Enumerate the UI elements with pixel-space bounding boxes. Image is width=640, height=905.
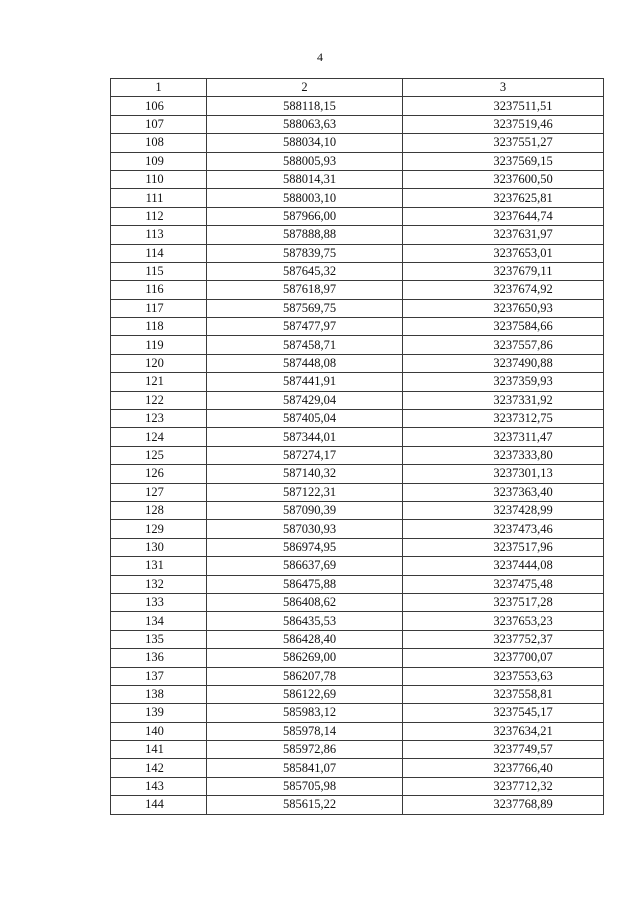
y-coordinate-cell: 3237584,66 (403, 318, 604, 336)
y-coordinate-cell: 3237490,88 (403, 354, 604, 372)
table-row (111, 777, 604, 795)
x-coordinate-cell: 585983,12 (207, 704, 403, 722)
point-number-cell: 121 (111, 373, 207, 391)
table-row (111, 410, 604, 428)
y-coordinate-cell: 3237511,51 (403, 97, 604, 115)
table-row (111, 299, 604, 317)
table-row (111, 501, 604, 519)
y-coordinate-cell: 3237312,75 (403, 410, 604, 428)
y-coordinate-cell: 3237650,93 (403, 299, 604, 317)
y-coordinate-cell: 3237551,27 (403, 134, 604, 152)
x-coordinate-cell: 588034,10 (207, 134, 403, 152)
point-number-cell: 114 (111, 244, 207, 262)
table-row (111, 428, 604, 446)
y-coordinate-cell: 3237749,57 (403, 741, 604, 759)
y-coordinate-cell: 3237363,40 (403, 483, 604, 501)
x-coordinate-cell: 587448,08 (207, 354, 403, 372)
y-coordinate-cell: 3237712,32 (403, 777, 604, 795)
table-row (111, 649, 604, 667)
x-coordinate-cell: 586428,40 (207, 630, 403, 648)
x-coordinate-cell: 585705,98 (207, 777, 403, 795)
x-coordinate-cell: 587274,17 (207, 446, 403, 464)
x-coordinate-cell: 586408,62 (207, 593, 403, 611)
x-coordinate-cell: 588063,63 (207, 115, 403, 133)
x-coordinate-cell: 587030,93 (207, 520, 403, 538)
table-row (111, 391, 604, 409)
y-coordinate-cell: 3237653,23 (403, 612, 604, 630)
y-coordinate-cell: 3237634,21 (403, 722, 604, 740)
y-coordinate-cell: 3237517,96 (403, 538, 604, 556)
point-number-cell: 118 (111, 318, 207, 336)
x-coordinate-cell: 587458,71 (207, 336, 403, 354)
y-coordinate-cell: 3237473,46 (403, 520, 604, 538)
point-number-cell: 139 (111, 704, 207, 722)
y-coordinate-cell: 3237631,97 (403, 226, 604, 244)
column-header-1: 1 (111, 79, 207, 97)
table-body (111, 97, 604, 814)
table-row (111, 741, 604, 759)
x-coordinate-cell: 585978,14 (207, 722, 403, 740)
y-coordinate-cell: 3237545,17 (403, 704, 604, 722)
point-number-cell: 131 (111, 557, 207, 575)
table-row (111, 520, 604, 538)
x-coordinate-cell: 587405,04 (207, 410, 403, 428)
y-coordinate-cell: 3237557,86 (403, 336, 604, 354)
x-coordinate-cell: 586435,53 (207, 612, 403, 630)
point-number-cell: 108 (111, 134, 207, 152)
y-coordinate-cell: 3237333,80 (403, 446, 604, 464)
y-coordinate-cell: 3237768,89 (403, 796, 604, 814)
point-number-cell: 130 (111, 538, 207, 556)
point-number-cell: 132 (111, 575, 207, 593)
y-coordinate-cell: 3237519,46 (403, 115, 604, 133)
x-coordinate-cell: 587569,75 (207, 299, 403, 317)
table-header-row (111, 79, 604, 97)
y-coordinate-cell: 3237475,48 (403, 575, 604, 593)
column-header-2: 2 (207, 79, 403, 97)
y-coordinate-cell: 3237558,81 (403, 685, 604, 703)
x-coordinate-cell: 586974,95 (207, 538, 403, 556)
x-coordinate-cell: 586637,69 (207, 557, 403, 575)
point-number-cell: 140 (111, 722, 207, 740)
y-coordinate-cell: 3237444,08 (403, 557, 604, 575)
point-number-cell: 107 (111, 115, 207, 133)
x-coordinate-cell: 587645,32 (207, 262, 403, 280)
x-coordinate-cell: 588005,93 (207, 152, 403, 170)
y-coordinate-cell: 3237766,40 (403, 759, 604, 777)
x-coordinate-cell: 586475,88 (207, 575, 403, 593)
table-row (111, 281, 604, 299)
point-number-cell: 123 (111, 410, 207, 428)
point-number-cell: 109 (111, 152, 207, 170)
table-row (111, 538, 604, 556)
x-coordinate-cell: 588014,31 (207, 170, 403, 188)
table-row (111, 630, 604, 648)
point-number-cell: 111 (111, 189, 207, 207)
x-coordinate-cell: 587122,31 (207, 483, 403, 501)
table-row (111, 667, 604, 685)
y-coordinate-cell: 3237752,37 (403, 630, 604, 648)
x-coordinate-cell: 586207,78 (207, 667, 403, 685)
point-number-cell: 137 (111, 667, 207, 685)
y-coordinate-cell: 3237311,47 (403, 428, 604, 446)
table-row (111, 207, 604, 225)
table-row (111, 722, 604, 740)
coordinates-table (110, 78, 604, 815)
table-row (111, 796, 604, 814)
y-coordinate-cell: 3237700,07 (403, 649, 604, 667)
point-number-cell: 141 (111, 741, 207, 759)
y-coordinate-cell: 3237600,50 (403, 170, 604, 188)
x-coordinate-cell: 587429,04 (207, 391, 403, 409)
point-number-cell: 133 (111, 593, 207, 611)
table-row (111, 759, 604, 777)
point-number-cell: 134 (111, 612, 207, 630)
point-number-cell: 128 (111, 501, 207, 519)
y-coordinate-cell: 3237569,15 (403, 152, 604, 170)
point-number-cell: 106 (111, 97, 207, 115)
point-number-cell: 126 (111, 465, 207, 483)
y-coordinate-cell: 3237674,92 (403, 281, 604, 299)
table-row (111, 170, 604, 188)
y-coordinate-cell: 3237644,74 (403, 207, 604, 225)
y-coordinate-cell: 3237359,93 (403, 373, 604, 391)
page-number: 4 (317, 50, 323, 64)
point-number-cell: 124 (111, 428, 207, 446)
x-coordinate-cell: 587477,97 (207, 318, 403, 336)
point-number-cell: 112 (111, 207, 207, 225)
y-coordinate-cell: 3237517,28 (403, 593, 604, 611)
x-coordinate-cell: 585615,22 (207, 796, 403, 814)
table-row (111, 318, 604, 336)
point-number-cell: 119 (111, 336, 207, 354)
point-number-cell: 129 (111, 520, 207, 538)
x-coordinate-cell: 586122,69 (207, 685, 403, 703)
point-number-cell: 142 (111, 759, 207, 777)
x-coordinate-cell: 587966,00 (207, 207, 403, 225)
point-number-cell: 135 (111, 630, 207, 648)
table-row (111, 336, 604, 354)
x-coordinate-cell: 588003,10 (207, 189, 403, 207)
point-number-cell: 136 (111, 649, 207, 667)
x-coordinate-cell: 585841,07 (207, 759, 403, 777)
y-coordinate-cell: 3237428,99 (403, 501, 604, 519)
point-number-cell: 110 (111, 170, 207, 188)
y-coordinate-cell: 3237301,13 (403, 465, 604, 483)
x-coordinate-cell: 585972,86 (207, 741, 403, 759)
point-number-cell: 127 (111, 483, 207, 501)
table-row (111, 465, 604, 483)
table-row (111, 373, 604, 391)
table-row (111, 557, 604, 575)
table-row (111, 97, 604, 115)
point-number-cell: 125 (111, 446, 207, 464)
point-number-cell: 113 (111, 226, 207, 244)
point-number-cell: 138 (111, 685, 207, 703)
point-number-cell: 144 (111, 796, 207, 814)
point-number-cell: 115 (111, 262, 207, 280)
table-row (111, 262, 604, 280)
x-coordinate-cell: 587090,39 (207, 501, 403, 519)
table-row (111, 612, 604, 630)
x-coordinate-cell: 587140,32 (207, 465, 403, 483)
table-row (111, 354, 604, 372)
table-row (111, 446, 604, 464)
point-number-cell: 122 (111, 391, 207, 409)
x-coordinate-cell: 587888,88 (207, 226, 403, 244)
y-coordinate-cell: 3237625,81 (403, 189, 604, 207)
table-row (111, 244, 604, 262)
table-row (111, 226, 604, 244)
table-row (111, 134, 604, 152)
table-row (111, 575, 604, 593)
y-coordinate-cell: 3237679,11 (403, 262, 604, 280)
y-coordinate-cell: 3237331,92 (403, 391, 604, 409)
table-row (111, 152, 604, 170)
point-number-cell: 117 (111, 299, 207, 317)
x-coordinate-cell: 588118,15 (207, 97, 403, 115)
point-number-cell: 116 (111, 281, 207, 299)
table-row (111, 483, 604, 501)
column-header-3: 3 (403, 79, 604, 97)
table-row (111, 115, 604, 133)
x-coordinate-cell: 587441,91 (207, 373, 403, 391)
x-coordinate-cell: 586269,00 (207, 649, 403, 667)
point-number-cell: 143 (111, 777, 207, 795)
x-coordinate-cell: 587618,97 (207, 281, 403, 299)
table-row (111, 685, 604, 703)
table-row (111, 189, 604, 207)
table-row (111, 704, 604, 722)
y-coordinate-cell: 3237553,63 (403, 667, 604, 685)
table-row (111, 593, 604, 611)
point-number-cell: 120 (111, 354, 207, 372)
x-coordinate-cell: 587839,75 (207, 244, 403, 262)
x-coordinate-cell: 587344,01 (207, 428, 403, 446)
y-coordinate-cell: 3237653,01 (403, 244, 604, 262)
